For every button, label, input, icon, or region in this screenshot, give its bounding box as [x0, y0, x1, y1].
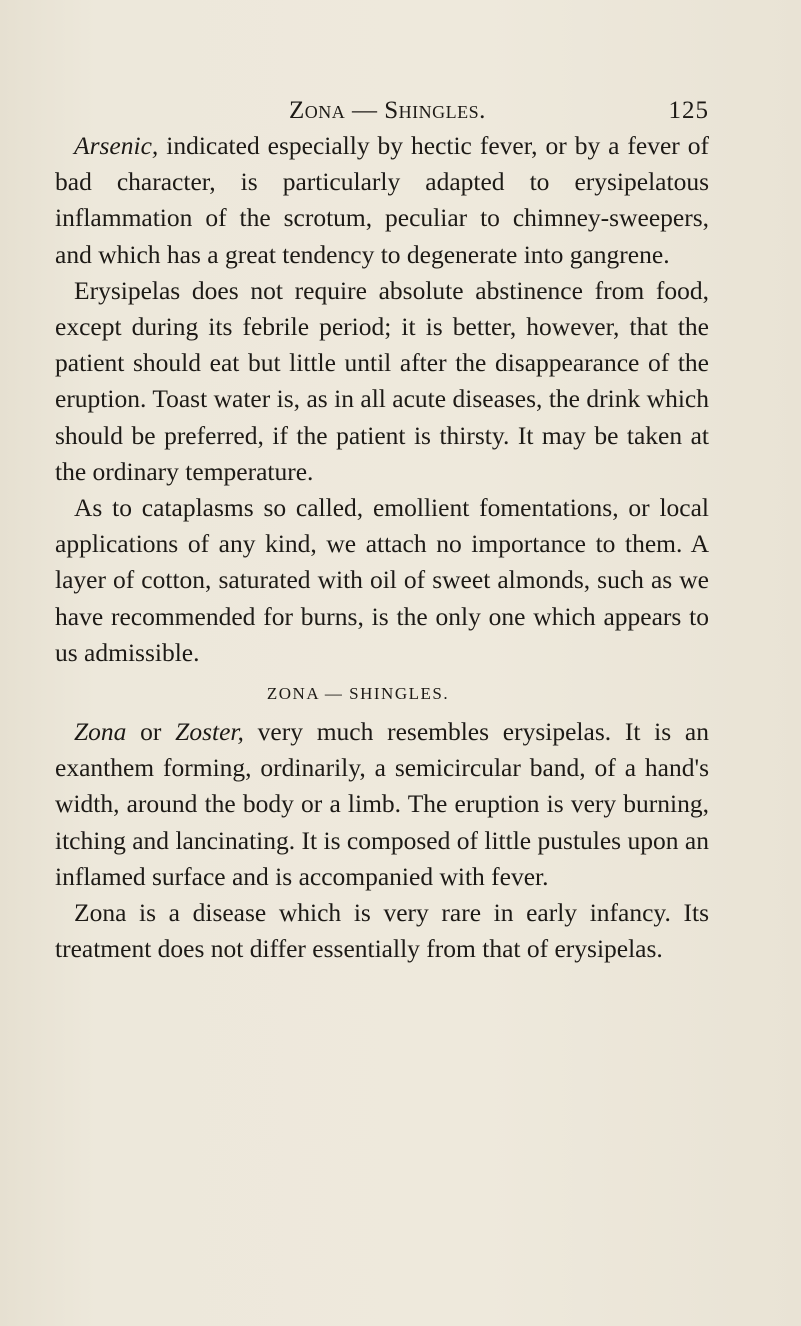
paragraph-diet	[55, 273, 709, 490]
paragraph-text: As to cataplasms so called, emollient fomentations, or local applications of any kind, we attach no importance to them. A layer of cotton, saturated with oil of sweet almonds, such as we have recommended for burns, is the only one which appears to us admissible.	[55, 493, 709, 667]
paragraph-arsenic	[55, 128, 709, 273]
paragraph-connector: or	[126, 717, 176, 747]
page-header	[289, 94, 709, 128]
body-text	[55, 128, 709, 967]
paragraph-lead-term: Zona	[74, 717, 127, 747]
running-title: Zona — Shingles.	[289, 97, 486, 124]
paragraph-text: Erysipelas does not require absolute abstinence from food, except during its febrile period; it is better, however, that the patient should eat but little until after the disappearance of the eruption. Toast water is, as in all acute diseases, the drink which should be preferred, if the patient is thirsty. It may be taken at the ordinary temperature.	[55, 275, 709, 486]
paragraph-lead-term: Arsenic,	[74, 131, 159, 160]
paragraph-zona-infancy	[55, 895, 709, 967]
paragraph-text: Zona is a disease which is very rare in early infancy. Its treatment does not differ essentially from that of erysipelas.	[55, 898, 709, 964]
paragraph-lead-term: Zoster,	[175, 717, 244, 747]
paragraph-text: indicated especially by hectic fever, or by a fever of bad character, is particularly adapted to erysipelatous inflammation of the scrotum, peculiar to chimney-sweepers, and which has a great tendency to degenerate into gangrene.	[55, 131, 709, 269]
paragraph-zona	[55, 714, 709, 895]
paragraph-cataplasms	[55, 490, 709, 671]
paragraph-text: very much resembles erysipelas. It is an exanthem forming, ordinarily, a semicircular band, of a hand's width, around the body or a limb. The eruption is very burning, itching and lancinating. It is composed of little pustules upon an inflamed surface and is accompanied with fever.	[55, 717, 709, 891]
page-number: 125	[668, 97, 709, 124]
section-heading: ZONA — SHINGLES.	[266, 684, 450, 704]
